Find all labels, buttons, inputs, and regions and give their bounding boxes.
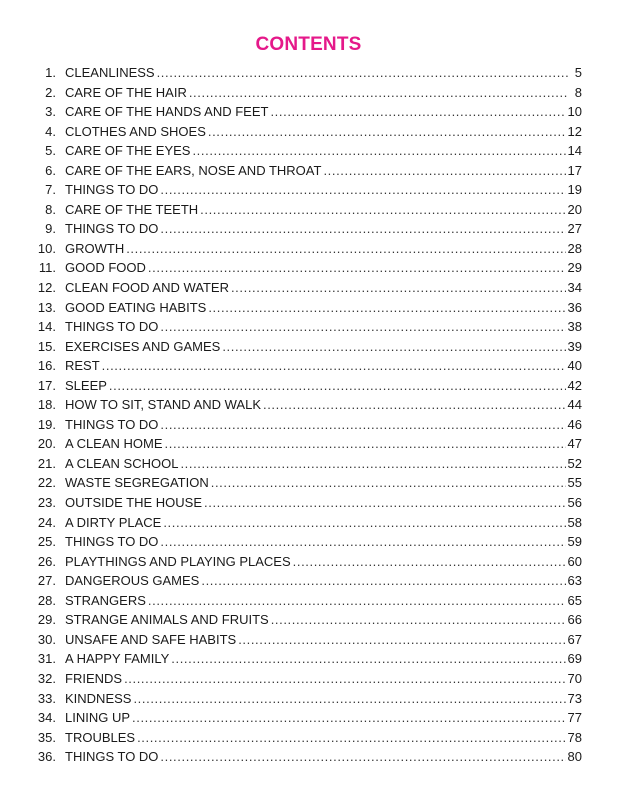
toc-entry xyxy=(22,649,582,669)
toc-entry-page-number: 29 xyxy=(567,260,582,276)
dot-leader xyxy=(192,141,565,161)
toc-entry-title: A CLEAN HOME xyxy=(65,436,163,452)
toc-entry xyxy=(22,571,582,591)
dot-leader xyxy=(137,728,565,748)
toc-entry-page-number: 36 xyxy=(567,299,582,315)
dot-leader xyxy=(323,161,565,181)
dot-leader xyxy=(293,552,566,572)
toc-entry-title: THINGS TO DO xyxy=(65,416,159,432)
toc-entry xyxy=(22,395,582,415)
toc-entry-number: 4. xyxy=(45,123,56,139)
toc-entry-number: 10. xyxy=(37,240,56,256)
dot-leader xyxy=(160,532,565,552)
toc-entry-page-number: 34 xyxy=(567,280,582,296)
toc-entry-title: GROWTH xyxy=(65,240,125,256)
toc-entry xyxy=(22,219,582,239)
toc-entry-number: 1. xyxy=(45,65,56,80)
toc-entry xyxy=(22,708,582,728)
toc-entry-number: 29. xyxy=(37,612,56,628)
toc-entry xyxy=(22,513,582,533)
toc-entry-title: THINGS TO DO xyxy=(65,221,159,237)
dot-leader xyxy=(148,258,566,278)
toc-entry-page-number: 80 xyxy=(567,749,582,765)
toc-entry xyxy=(22,337,582,357)
toc-entry-title: CLEAN FOOD AND WATER xyxy=(65,280,229,296)
dot-leader xyxy=(148,591,566,611)
dot-leader xyxy=(163,513,565,533)
dot-leader xyxy=(208,122,566,142)
toc-entry-page-number: 40 xyxy=(567,358,582,374)
toc-entry-title: PLAYTHINGS AND PLAYING PLACES xyxy=(65,553,291,569)
toc-entry-page-number: 5 xyxy=(574,65,582,80)
dot-leader xyxy=(211,473,566,493)
toc-entry-number: 23. xyxy=(37,495,56,511)
toc-entry xyxy=(22,122,582,142)
toc-entry-page-number: 66 xyxy=(567,612,582,628)
dot-leader xyxy=(165,434,566,454)
toc-entry xyxy=(22,317,582,337)
toc-entry-page-number: 77 xyxy=(567,710,582,726)
toc-entry-page-number: 44 xyxy=(567,397,582,413)
toc-entry-page-number: 47 xyxy=(567,436,582,452)
toc-entry-number: 25. xyxy=(37,534,56,550)
toc-entry-title: THINGS TO DO xyxy=(65,182,159,198)
toc-entry-number: 20. xyxy=(37,436,56,452)
toc-entry-number: 9. xyxy=(45,221,56,237)
toc-entry xyxy=(22,532,582,552)
toc-entry-title: FRIENDS xyxy=(65,670,123,686)
toc-entry-page-number: 58 xyxy=(567,514,582,530)
toc-entry-number: 6. xyxy=(45,162,56,178)
toc-entry-page-number: 12 xyxy=(567,123,582,139)
toc-entry xyxy=(22,356,582,376)
toc-entry-title: THINGS TO DO xyxy=(65,749,159,765)
toc-entry-title: LINING UP xyxy=(65,710,131,726)
dot-leader xyxy=(133,689,565,709)
toc-entry-number: 18. xyxy=(37,397,56,413)
dot-leader xyxy=(132,708,566,728)
dot-leader xyxy=(180,454,565,474)
toc-entry xyxy=(22,258,582,278)
toc-entry-number: 36. xyxy=(37,749,56,765)
toc-entry xyxy=(22,83,582,103)
toc-entry xyxy=(22,552,582,572)
toc-entry-page-number: 39 xyxy=(567,338,582,354)
toc-entry-number: 21. xyxy=(37,455,56,471)
toc-entry xyxy=(22,689,582,709)
dot-leader xyxy=(238,630,565,650)
toc-entry-page-number: 46 xyxy=(567,416,582,432)
toc-entry-page-number: 27 xyxy=(567,221,582,237)
toc-entry xyxy=(22,63,582,83)
toc-entry-page-number: 8 xyxy=(574,84,582,100)
toc-entry-title: CARE OF THE HANDS AND FEET xyxy=(65,104,269,120)
toc-entry-number: 27. xyxy=(37,573,56,589)
toc-entry-title: A CLEAN SCHOOL xyxy=(65,455,179,471)
toc-entry-title: CLEANLINESS xyxy=(65,65,155,80)
toc-entry-title: EXERCISES AND GAMES xyxy=(65,338,221,354)
toc-entry xyxy=(22,239,582,259)
toc-entry-title: THINGS TO DO xyxy=(65,319,159,335)
dot-leader xyxy=(160,219,565,239)
dot-leader xyxy=(263,395,566,415)
dot-leader xyxy=(160,747,565,767)
toc-entry xyxy=(22,669,582,689)
dot-leader xyxy=(189,83,568,103)
toc-entry-page-number: 17 xyxy=(567,162,582,178)
toc-entry-number: 8. xyxy=(45,201,56,217)
dot-leader xyxy=(102,356,566,376)
toc-entry-number: 30. xyxy=(37,631,56,647)
toc-entry-number: 24. xyxy=(37,514,56,530)
toc-entry-page-number: 10 xyxy=(567,104,582,120)
toc-entry xyxy=(22,493,582,513)
toc-entry-page-number: 70 xyxy=(567,670,582,686)
toc-entry xyxy=(22,434,582,454)
toc-entry-page-number: 78 xyxy=(567,729,582,745)
toc-entry-page-number: 28 xyxy=(567,240,582,256)
toc-entry-number: 31. xyxy=(37,651,56,667)
toc-entry xyxy=(22,610,582,630)
toc-entry xyxy=(22,415,582,435)
toc-entry-title: THINGS TO DO xyxy=(65,534,159,550)
dot-leader xyxy=(160,415,565,435)
dot-leader xyxy=(126,239,565,259)
toc-entry xyxy=(22,161,582,181)
toc-entry-page-number: 65 xyxy=(567,592,582,608)
toc-entry-title: GOOD EATING HABITS xyxy=(65,299,207,315)
toc-entry-title: UNSAFE AND SAFE HABITS xyxy=(65,631,237,647)
dot-leader xyxy=(231,278,566,298)
dot-leader xyxy=(171,649,565,669)
toc-entry-title: DANGEROUS GAMES xyxy=(65,573,200,589)
toc-entry-page-number: 56 xyxy=(567,495,582,511)
toc-entry xyxy=(22,200,582,220)
toc-entry-page-number: 63 xyxy=(567,573,582,589)
toc-entry-title: SLEEP xyxy=(65,377,107,393)
toc-entry-number: 15. xyxy=(37,338,56,354)
dot-leader xyxy=(200,200,565,220)
toc-entry xyxy=(22,141,582,161)
toc-entry xyxy=(22,376,582,396)
toc-entry-page-number: 52 xyxy=(567,455,582,471)
toc-entry-page-number: 20 xyxy=(567,201,582,217)
page-title: CONTENTS xyxy=(255,34,362,55)
toc-entry-number: 13. xyxy=(37,299,56,315)
toc-entry-number: 16. xyxy=(37,358,56,374)
dot-leader xyxy=(271,610,566,630)
dot-leader xyxy=(109,376,566,396)
toc-entry-number: 11. xyxy=(38,260,56,276)
toc-entry-page-number: 38 xyxy=(567,319,582,335)
toc-entry-number: 22. xyxy=(37,475,56,491)
toc-entry-title: CARE OF THE TEETH xyxy=(65,201,199,217)
toc-entry-page-number: 59 xyxy=(567,534,582,550)
toc-entry-page-number: 73 xyxy=(567,690,582,706)
toc-entry-title: TROUBLES xyxy=(65,729,136,745)
toc-entry-title: OUTSIDE THE HOUSE xyxy=(65,495,203,511)
toc-entry-page-number: 69 xyxy=(567,651,582,667)
toc-entry xyxy=(22,278,582,298)
toc-entry-title: CARE OF THE HAIR xyxy=(65,84,187,100)
toc-entry xyxy=(22,747,582,767)
toc-entry-number: 3. xyxy=(45,104,56,120)
toc-entry xyxy=(22,591,582,611)
toc-entry-number: 35. xyxy=(37,729,56,745)
toc-entry xyxy=(22,630,582,650)
toc-entry-number: 34. xyxy=(37,710,56,726)
toc-entry-page-number: 60 xyxy=(567,553,582,569)
toc-entry-title: GOOD FOOD xyxy=(65,260,146,276)
dot-leader xyxy=(160,317,565,337)
dot-leader xyxy=(124,669,565,689)
toc-entry-title: WASTE SEGREGATION xyxy=(65,475,209,491)
toc-entry-number: 17. xyxy=(37,377,56,393)
toc-entry-title: CARE OF THE EYES xyxy=(65,143,191,159)
toc-entry-number: 14. xyxy=(37,319,56,335)
toc-entry xyxy=(22,180,582,200)
toc-entry-number: 7. xyxy=(45,182,56,198)
dot-leader xyxy=(270,102,565,122)
toc-entry-page-number: 42 xyxy=(567,377,582,393)
toc-entry xyxy=(22,473,582,493)
toc-entry-title: HOW TO SIT, STAND AND WALK xyxy=(65,397,261,413)
toc-entry-page-number: 14 xyxy=(567,143,582,159)
toc-entry-number: 26. xyxy=(37,553,56,569)
toc-entry-number: 2. xyxy=(45,84,56,100)
toc-entry xyxy=(22,454,582,474)
toc-entry-number: 19. xyxy=(37,416,56,432)
toc-entry-title: A DIRTY PLACE xyxy=(65,514,162,530)
dot-leader xyxy=(222,337,565,357)
toc-entry-number: 33. xyxy=(37,690,56,706)
dot-leader xyxy=(160,180,565,200)
toc-entry-title: STRANGE ANIMALS AND FRUITS xyxy=(65,612,269,628)
toc-entry-page-number: 67 xyxy=(567,631,582,647)
toc-entry-number: 32. xyxy=(37,670,56,686)
toc-entry xyxy=(22,102,582,122)
toc-entry xyxy=(22,728,582,748)
table-of-contents xyxy=(22,63,582,767)
toc-entry-title: REST xyxy=(65,358,100,374)
toc-entry-number: 28. xyxy=(37,592,56,608)
toc-entry-title: KINDNESS xyxy=(65,690,132,706)
toc-entry-number: 5. xyxy=(45,143,56,159)
toc-entry-title: CLOTHES AND SHOES xyxy=(65,123,206,139)
toc-entry-title: A HAPPY FAMILY xyxy=(65,651,170,667)
dot-leader xyxy=(204,493,566,513)
toc-entry-page-number: 19 xyxy=(567,182,582,198)
toc-entry-title: CARE OF THE EARS, NOSE AND THROAT xyxy=(65,162,322,178)
dot-leader xyxy=(157,63,568,83)
dot-leader xyxy=(201,571,565,591)
toc-entry-page-number: 55 xyxy=(567,475,582,491)
toc-entry xyxy=(22,298,582,318)
toc-entry-title: STRANGERS xyxy=(65,592,146,608)
dot-leader xyxy=(208,298,565,318)
toc-entry-number: 12. xyxy=(37,280,56,296)
